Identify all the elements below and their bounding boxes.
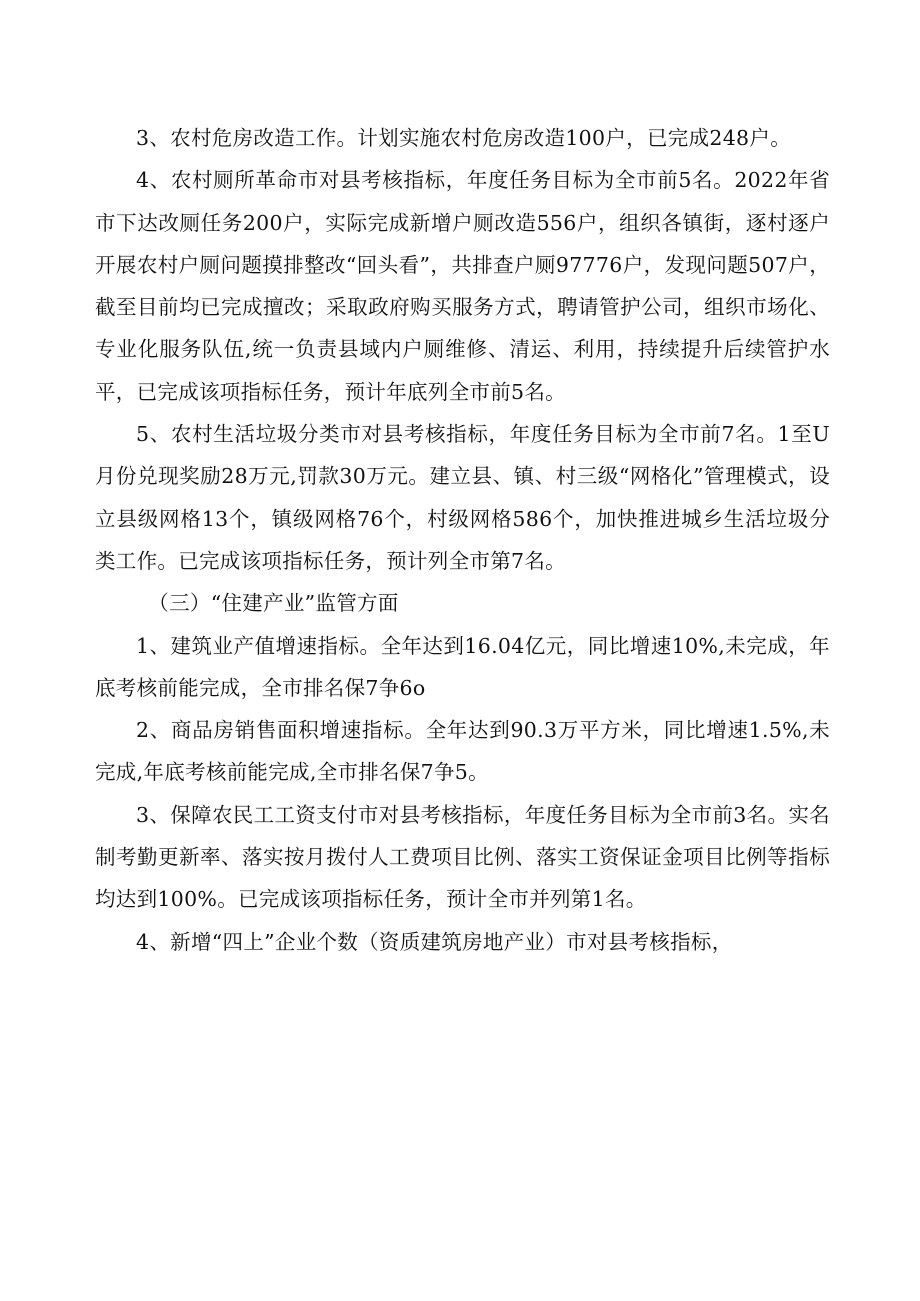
section-heading-construction-industry: （三）“住建产业”监管方面 [148,591,399,616]
paragraph-rural-dangerous-housing: 3、农村危房改造工作。计划实施农村危房改造100户，已完成248户。 [136,126,791,150]
paragraph-housing-sales-area: 2、商品房销售面积增速指标。全年达到90.3万平方米，同比增速1.5%,未完成,年底考核前能完成,全市排名保7争5。 [95,718,830,785]
paragraph-new-enterprises: 4、新增“四上”企业个数（资质建筑房地产业）市对县考核指标， [136,929,733,954]
document-body [95,117,830,963]
paragraph-rural-toilet-revolution: 4、农村厕所革命市对县考核指标，年度任务目标为全市前5名。2022年省市下达改厕任务200户，实际完成新增户厕改造556户，组织各镇街，逐村逐户开展农村户厕问题摸排整改“回头看”，共排查户厕97776户，发现问题507户，截至目前均已完成擅改；采取政府购买服务方式，聘请管护公司，组织市场化、专业化服务队伍,统一负责县域内户厕维修、清运、利用，持续提升后续管护水平，已完成该项指标任务，预计年底列全市前5名。 [95,168,830,404]
paragraph-construction-output: 1、建筑业产值增速指标。全年达到16.04亿元，同比增速10%,未完成，年底考核前能完成，全市排名保7争6o [95,633,830,700]
paragraph-migrant-worker-wages: 3、保障农民工工资支付市对县考核指标，年度任务目标为全市前3名。实名制考勤更新率、落实按月拨付人工费项目比例、落实工资保证金项目比例等指标均达到100%。已完成该项指标任务，预计全市并列第1名。 [95,802,830,912]
paragraph-garbage-classification: 5、农村生活垃圾分类市对县考核指标，年度任务目标为全市前7名。1至U月份兑现奖励28万元,罚款30万元。建立县、镇、村三级“网格化”管理模式，设立县级网格13个，镇级网格76个，村级网格586个，加快推进城乡生活垃圾分类工作。已完成该项指标任务，预计列全市第7名。 [95,422,830,573]
